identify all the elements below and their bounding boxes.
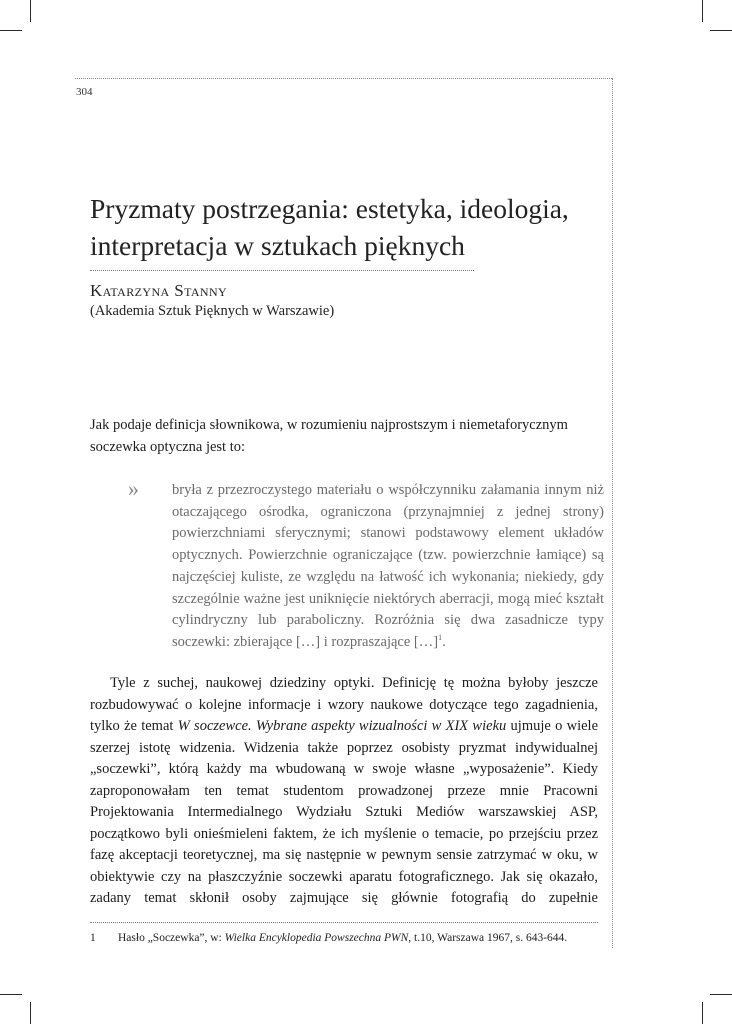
block-quote xyxy=(172,480,604,654)
crop-mark xyxy=(0,30,22,31)
footnote xyxy=(90,932,567,944)
body-text-continued: ujmuje o wiele szerzej istotę widzenia. Widzenia także poprzez osobisty pryzmat indywidualnej „soczewki”, którą każdy ma wbudowaną w swoje własne „wyposażenie”. Kiedy zaproponowałam ten temat studentom prowadzonej przeze mnie Pracowni Projektowania Intermedialnego Wydziału Sztuki Mediów warszawskiej ASP, początkowo byli onieśmieleni faktem, że ich myślenie o temacie, po przejściu przez fazę akceptacji teoretycznej, ma się następnie w pewnym sensie zatrzymać w oku, w obiektywie czy na płaszczyźnie soczewki aparatu fotograficznego. Jak się okazało, zadany temat skłonił osoby zajmujące się głównie fotografią do zupełnie xyxy=(90,718,598,906)
header-rule xyxy=(75,78,612,79)
footnote-italic-title: Wielka Encyklopedia Powszechna PWN xyxy=(224,932,409,944)
crop-mark xyxy=(702,0,703,22)
crop-mark xyxy=(710,994,732,995)
body-italic-title: W soczewce. Wybrane aspekty wizualności w XIX wieku xyxy=(177,718,507,734)
author-affiliation: (Akademia Sztuk Pięknych w Warszawie) xyxy=(90,303,335,319)
crop-mark xyxy=(702,1002,703,1024)
crop-mark xyxy=(30,0,31,22)
footnote-text: Hasło „Soczewka”, w: xyxy=(118,932,225,944)
body-text: Tyle z suchej, naukowej dziedziny optyki. Definicję tę można byłoby jeszcze rozbudowywać o kolejne informacje i wzory naukowe dotyczące tego zagadnienia, tylko że temat xyxy=(90,675,598,734)
body-paragraph xyxy=(90,673,598,910)
footnote-reference[interactable]: 1 xyxy=(438,633,443,643)
quote-text: bryła z przezroczystego materiału o współczynniku załamania innym niż otaczającego ośrodka, ograniczona (przynajmniej z jednej strony) powierzchniami sferycznymi; stanowi podstawowy element układów optycznych. Powierzchnie ograniczające (tzw. powierzchnie łamiące) są najczęściej kuliste, ze względu na łatwość ich wykonania; niekiedy, gdy szczególnie ważne jest uniknięcie niektórych aberracji, mogą mieć kształt cylindryczny lub paraboliczny. Rozróżnia się dwa zasadnicze typy soczewki: zbierające […] i rozpraszające […] xyxy=(172,482,604,650)
intro-paragraph: Jak podaje definicja słownikowa, w rozumieniu najprostszym i niemetaforycznym soczewka optyczna jest to: xyxy=(90,417,568,455)
author-name: Katarzyna Stanny xyxy=(90,281,228,300)
crop-mark xyxy=(30,1002,31,1024)
quote-end: . xyxy=(442,633,446,650)
footnote-divider xyxy=(90,922,598,923)
margin-rule xyxy=(612,78,613,948)
crop-mark xyxy=(710,30,732,31)
title-divider xyxy=(90,270,474,271)
crop-mark xyxy=(0,994,22,995)
quote-mark-icon: » xyxy=(128,476,139,501)
footnote-number: 1 xyxy=(90,932,96,944)
page-number: 304 xyxy=(76,86,93,98)
article-title: Pryzmaty postrzegania: estetyka, ideologia, interpretacja w sztukach pięknych xyxy=(90,193,569,261)
footnote-text-continued: , t.10, Warszawa 1967, s. 643-644. xyxy=(408,932,568,944)
